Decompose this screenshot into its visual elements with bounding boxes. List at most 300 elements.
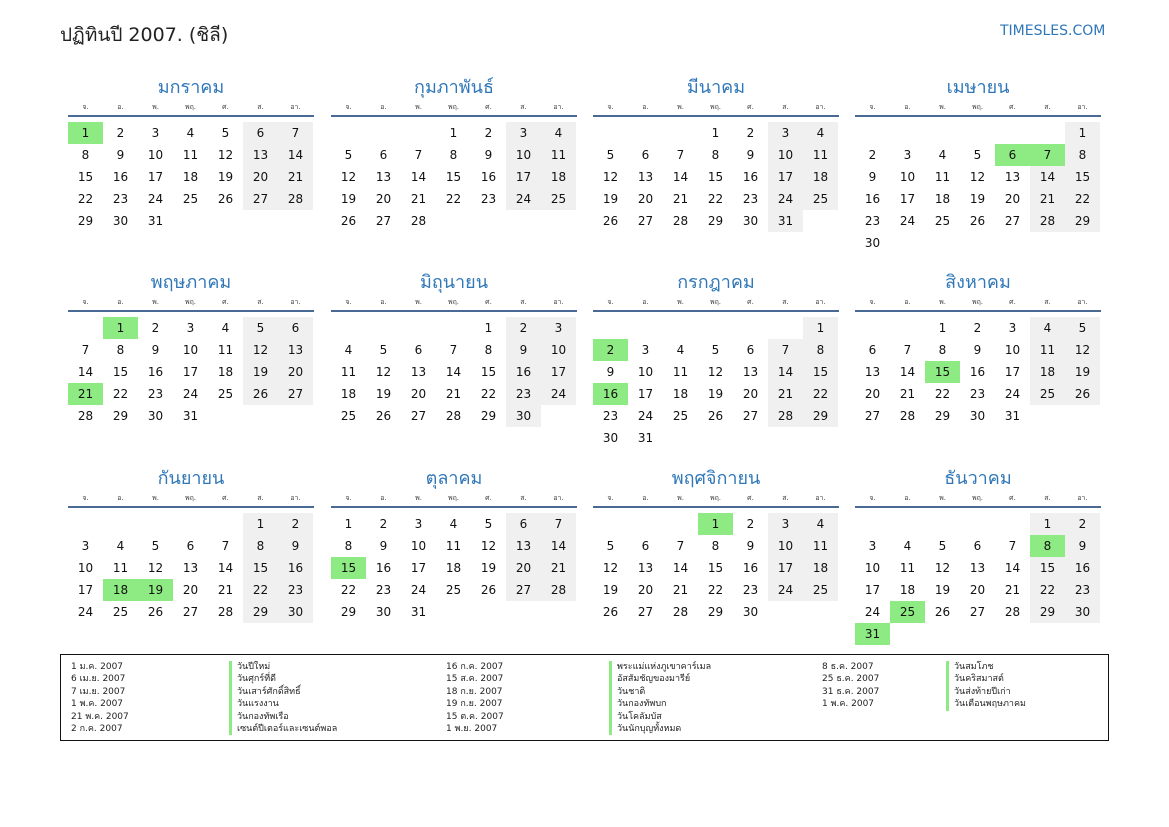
day-cell: 25 [445,583,462,597]
day-cell: 4 [903,539,912,553]
day-cell: 18 [445,561,462,575]
weekday-label: พฤ. [184,494,197,502]
day-cell: 14 [672,561,689,575]
day-cell: 8 [344,539,353,553]
day-cell: 29 [1030,601,1065,623]
day-cell: 14 [77,365,94,379]
weekday-header [855,297,1101,307]
weekday-label: ส. [520,298,527,306]
day-cell: 22 [707,192,724,206]
day-cell: 26 [243,383,278,405]
day-cell: 2 [973,321,982,335]
weekday-label: พฤ. [709,298,722,306]
day-cell: 19 [602,192,619,206]
weekday-label: ส. [782,298,789,306]
day-cell: 1 [344,517,353,531]
month-name: พฤษภาคม [150,272,232,293]
day-cell: 23 [278,579,313,601]
day-cell: 2 [746,126,755,140]
day-cell: 19 [934,583,951,597]
day-cell: 25 [803,579,838,601]
day-cell: 9 [973,343,982,357]
day-cell: 29 [480,409,497,423]
day-cell: 9 [278,535,313,557]
day-cell: 28 [410,214,427,228]
weekday-label: พ. [939,103,946,111]
day-cell: 26 [934,605,951,619]
weekday-label: จ. [82,298,89,306]
day-cell: 26 [1065,383,1100,405]
weekday-label: ส. [520,103,527,111]
day-cell: 4 [803,513,838,535]
day-cell: 14 [541,535,576,557]
holiday-name: วันคริสมาสต์ [946,673,1026,685]
day-cell: 15 [1030,557,1065,579]
weekday-label: ส. [1044,298,1051,306]
weekday-label: พ. [677,103,684,111]
weekday-header [331,297,577,307]
weekday-label: จ. [82,103,89,111]
holiday-dates-column [822,661,879,711]
day-cell: 12 [934,561,951,575]
day-cell: 2 [868,148,877,162]
weekday-label: พ. [939,298,946,306]
day-cell: 25 [112,605,129,619]
day-cell: 2 [506,317,541,339]
day-cell: 10 [147,148,164,162]
weekday-label: ส. [257,298,264,306]
weekday-label: พฤ. [709,494,722,502]
day-cell: 5 [1065,317,1100,339]
holiday-name: วันโคลัมบัส [609,711,711,723]
day-cell: 31 [1004,409,1021,423]
day-cell: 19 [602,583,619,597]
day-cell: 23 [742,192,759,206]
month-divider [855,506,1101,508]
day-cell: 20 [969,583,986,597]
day-cell: 24 [637,409,654,423]
day-cell: 11 [1030,339,1065,361]
weekday-label: ศ. [222,103,229,111]
day-cell: 18 [803,557,838,579]
day-cell: 12 [602,170,619,184]
holiday-date: 15 ต.ค. 2007 [446,711,504,722]
weekday-label: พ. [415,494,422,502]
day-cell: 13 [375,170,392,184]
day-cell: 24 [541,383,576,405]
day-cell: 29 [803,405,838,427]
day-cell: 10 [541,339,576,361]
month-divider [68,115,314,117]
day-cell: 17 [506,166,541,188]
weekday-label: ศ. [222,494,229,502]
day-cell: 22 [934,387,951,401]
day-cell: 22 [243,579,278,601]
day-cell: 28 [1004,605,1021,619]
day-cell: 20 [410,387,427,401]
holiday-date: 1 ม.ค. 2007 [71,662,124,672]
day-cell: 24 [899,214,916,228]
day-cell: 8 [938,343,947,357]
weekday-label: อ. [380,103,387,111]
month-name: พฤศจิกายน [671,468,761,489]
day-cell: 2 [116,126,125,140]
day-cell: 1 [1065,122,1100,144]
day-cell: 18 [803,166,838,188]
weekday-label: พฤ. [184,298,197,306]
day-cell: 23 [742,583,759,597]
day-cell: 6 [641,539,650,553]
weekday-label: พฤ. [184,103,197,111]
day-cell: 27 [742,409,759,423]
day-cell: 3 [768,122,803,144]
day-cell: 9 [606,365,615,379]
day-cell: 9 [506,339,541,361]
day-cell: 6 [641,148,650,162]
day-cell: 12 [969,170,986,184]
day-cell: 16 [742,561,759,575]
day-cell: 30 [742,214,759,228]
day-cell: 11 [182,148,199,162]
weekday-label: พ. [677,494,684,502]
holiday-day-cell: 18 [103,579,138,601]
day-cell: 22 [112,387,129,401]
day-cell: 30 [969,409,986,423]
day-cell: 4 [938,148,947,162]
holiday-day-cell: 16 [593,383,628,405]
weekday-label: พ. [939,494,946,502]
day-cell: 23 [480,192,497,206]
day-cell: 1 [1030,513,1065,535]
day-cell: 15 [707,170,724,184]
day-cell: 28 [445,409,462,423]
day-cell: 19 [217,170,234,184]
month-name: สิงหาคม [945,272,1011,293]
weekday-label: อ. [904,494,911,502]
day-cell: 12 [243,339,278,361]
day-cell: 25 [217,387,234,401]
day-cell: 27 [1004,214,1021,228]
day-cell: 10 [506,144,541,166]
day-cell: 20 [182,583,199,597]
month-divider [855,115,1101,117]
day-cell: 29 [340,605,357,619]
day-cell: 8 [449,148,458,162]
day-cell: 31 [147,214,164,228]
weekday-label: ศ. [747,298,754,306]
month-name: เมษายน [946,77,1010,98]
day-cell: 13 [637,561,654,575]
day-cell: 19 [375,387,392,401]
weekday-label: ส. [1044,494,1051,502]
day-cell: 30 [147,409,164,423]
weekday-label: อ. [380,494,387,502]
month-divider [331,115,577,117]
day-cell: 30 [864,236,881,250]
day-cell: 23 [969,387,986,401]
day-cell: 29 [934,409,951,423]
day-cell: 4 [803,122,838,144]
day-cell: 13 [506,535,541,557]
weekday-label: จ. [82,494,89,502]
holiday-day-cell: 15 [331,557,366,579]
weekday-label: อา. [553,494,564,502]
day-cell: 6 [506,513,541,535]
day-cell: 8 [81,148,90,162]
day-cell: 26 [480,583,497,597]
day-cell: 19 [969,192,986,206]
day-cell: 18 [541,166,576,188]
day-cell: 27 [410,409,427,423]
day-cell: 27 [969,605,986,619]
day-cell: 18 [182,170,199,184]
day-cell: 28 [672,605,689,619]
day-cell: 6 [379,148,388,162]
day-cell: 23 [602,409,619,423]
month-divider [593,506,839,508]
month-name: กรกฎาคม [677,272,755,293]
day-cell: 28 [768,405,803,427]
day-cell: 20 [506,557,541,579]
day-cell: 18 [217,365,234,379]
day-cell: 23 [147,387,164,401]
day-cell: 31 [768,210,803,232]
weekday-label: อา. [815,103,826,111]
day-cell: 10 [768,535,803,557]
day-cell: 27 [375,214,392,228]
day-cell: 12 [707,365,724,379]
day-cell: 3 [903,148,912,162]
day-cell: 15 [77,170,94,184]
day-cell: 10 [864,561,881,575]
day-cell: 9 [868,170,877,184]
day-cell: 17 [768,557,803,579]
day-cell: 28 [77,409,94,423]
day-cell: 6 [746,343,755,357]
brand-link[interactable]: TIMESLES.COM [1000,23,1106,39]
day-cell: 12 [147,561,164,575]
holiday-name: พระแม่แห่งภูเขาคาร์เมล [609,661,711,673]
day-cell: 24 [410,583,427,597]
day-cell: 4 [221,321,230,335]
holiday-date: 7 เม.ย. 2007 [71,686,126,697]
weekday-label: จ. [869,494,876,502]
day-cell: 23 [506,383,541,405]
holiday-name: วันกองทัพบก [609,698,711,710]
day-cell: 16 [969,365,986,379]
holiday-name: อัสสัมชัญของมารีย์ [609,673,711,685]
weekday-label: พ. [152,298,159,306]
weekday-label: ศ. [1009,103,1016,111]
day-cell: 28 [672,214,689,228]
weekday-label: ศ. [485,298,492,306]
weekday-label: อา. [1077,494,1088,502]
day-cell: 24 [768,188,803,210]
day-cell: 5 [484,517,493,531]
day-cell: 7 [768,339,803,361]
day-cell: 31 [410,605,427,619]
holiday-date: 25 ธ.ค. 2007 [822,674,880,685]
holiday-name: วันเตือนพฤษภาคม [946,698,1026,710]
day-cell: 27 [243,188,278,210]
day-cell: 5 [711,343,720,357]
day-cell: 24 [768,579,803,601]
month-divider [593,115,839,117]
day-cell: 7 [541,513,576,535]
day-cell: 5 [973,148,982,162]
day-cell: 20 [637,192,654,206]
day-cell: 17 [410,561,427,575]
day-cell: 22 [77,192,94,206]
weekday-label: อา. [290,298,301,306]
day-cell: 3 [506,122,541,144]
day-cell: 2 [1065,513,1100,535]
weekday-label: จ. [607,298,614,306]
day-cell: 2 [379,517,388,531]
day-cell: 16 [480,170,497,184]
day-cell: 8 [1065,144,1100,166]
weekday-label: อ. [117,298,124,306]
page-title: ปฏิทินปี 2007. (ชิลี) [60,24,229,46]
day-cell: 22 [1065,188,1100,210]
day-cell: 14 [768,361,803,383]
day-cell: 5 [379,343,388,357]
day-cell: 14 [1004,561,1021,575]
weekday-label: ส. [1044,103,1051,111]
day-cell: 13 [969,561,986,575]
day-cell: 27 [864,409,881,423]
day-cell: 1 [449,126,458,140]
holiday-day-cell: 2 [593,339,628,361]
day-cell: 17 [637,387,654,401]
day-cell: 20 [1004,192,1021,206]
day-cell: 17 [541,361,576,383]
weekday-label: พ. [152,494,159,502]
holiday-day-cell: 21 [68,383,103,405]
day-cell: 16 [112,170,129,184]
holiday-name: วันเสาร์ศักดิ์สิทธิ์ [229,686,337,698]
day-cell: 9 [379,539,388,553]
day-cell: 27 [278,383,313,405]
day-cell: 21 [672,192,689,206]
weekday-label: ศ. [747,494,754,502]
day-cell: 26 [340,214,357,228]
month-name: กันยายน [157,468,225,489]
day-cell: 29 [707,605,724,619]
day-cell: 1 [711,126,720,140]
day-cell: 4 [1030,317,1065,339]
holiday-names-column [229,661,337,735]
weekday-label: ศ. [485,103,492,111]
day-cell: 15 [480,365,497,379]
day-cell: 6 [414,343,423,357]
day-cell: 29 [77,214,94,228]
weekday-label: ศ. [747,103,754,111]
weekday-label: อา. [1077,103,1088,111]
day-cell: 5 [151,539,160,553]
weekday-label: พฤ. [447,103,460,111]
holiday-day-cell: 15 [925,361,960,383]
day-cell: 25 [541,188,576,210]
day-cell: 5 [344,148,353,162]
day-cell: 10 [1004,343,1021,357]
month-name: มีนาคม [686,77,746,98]
day-cell: 21 [445,387,462,401]
holiday-name: วันกองทัพเรือ [229,711,337,723]
day-cell: 27 [506,579,541,601]
weekday-label: ศ. [1009,298,1016,306]
weekday-label: พฤ. [971,494,984,502]
day-cell: 11 [899,561,916,575]
holiday-name: วันส่งท้ายปีเก่า [946,686,1026,698]
day-cell: 25 [1030,383,1065,405]
holiday-name: วันสมโภช [946,661,1026,673]
day-cell: 25 [672,409,689,423]
day-cell: 15 [112,365,129,379]
day-cell: 21 [278,166,313,188]
day-cell: 3 [641,343,650,357]
holiday-names-column [609,661,711,735]
day-cell: 20 [278,361,313,383]
day-cell: 17 [768,166,803,188]
day-cell: 29 [707,214,724,228]
day-cell: 26 [375,409,392,423]
day-cell: 12 [602,561,619,575]
day-cell: 10 [637,365,654,379]
day-cell: 19 [243,361,278,383]
day-cell: 1 [243,513,278,535]
day-cell: 3 [868,539,877,553]
weekday-label: พ. [415,298,422,306]
day-cell: 15 [803,361,838,383]
day-cell: 7 [81,343,90,357]
day-cell: 20 [375,192,392,206]
weekday-label: อ. [642,298,649,306]
day-cell: 18 [1030,361,1065,383]
weekday-header [593,297,839,307]
weekday-label: ส. [520,494,527,502]
day-cell: 30 [112,214,129,228]
day-cell: 25 [934,214,951,228]
day-cell: 27 [182,605,199,619]
weekday-label: พฤ. [971,298,984,306]
day-cell: 19 [1065,361,1100,383]
day-cell: 17 [899,192,916,206]
weekday-label: อ. [380,298,387,306]
day-cell: 10 [768,144,803,166]
day-cell: 7 [278,122,313,144]
day-cell: 17 [1004,365,1021,379]
holiday-name: เซนต์ปีเตอร์และเซนต์พอล [229,723,337,735]
day-cell: 30 [1065,601,1100,623]
day-cell: 3 [151,126,160,140]
day-cell: 15 [1065,166,1100,188]
day-cell: 5 [243,317,278,339]
day-cell: 21 [768,383,803,405]
day-cell: 6 [243,122,278,144]
day-cell: 20 [864,387,881,401]
day-cell: 13 [742,365,759,379]
holiday-day-cell: 8 [1030,535,1065,557]
weekday-label: อ. [642,494,649,502]
day-cell: 22 [803,383,838,405]
holiday-date: 8 ธ.ค. 2007 [822,662,874,672]
day-cell: 20 [637,583,654,597]
holiday-day-cell: 1 [68,122,103,144]
holiday-day-cell: 25 [890,601,925,623]
weekday-label: จ. [345,103,352,111]
day-cell: 17 [182,365,199,379]
